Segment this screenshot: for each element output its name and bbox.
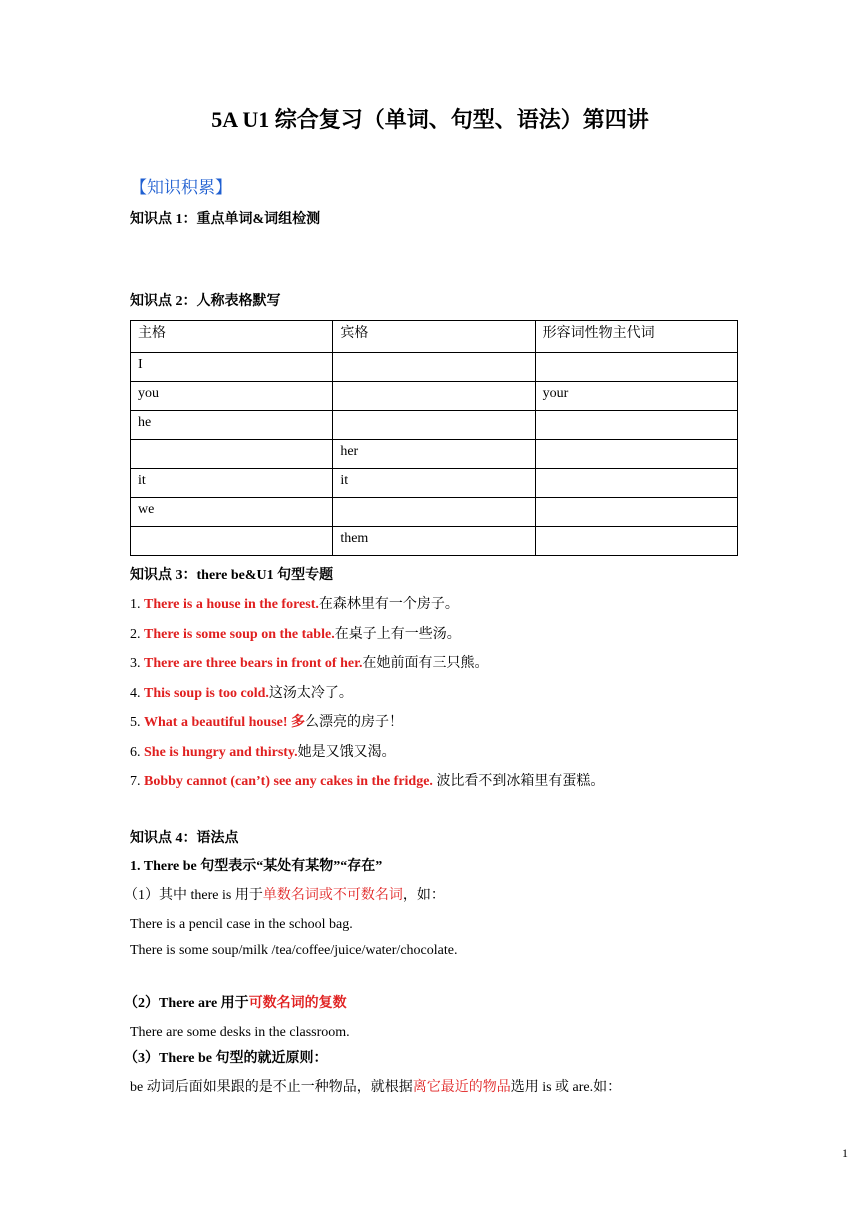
sentence-chinese: 波比看不到冰箱里有蛋糕。	[432, 774, 605, 789]
table-cell	[131, 440, 333, 469]
table-cell	[535, 353, 737, 382]
table-header-cell: 宾格	[333, 321, 535, 353]
sentence-number: 6.	[130, 745, 144, 760]
sentence-english: This soup is too cold.	[144, 686, 269, 701]
sentence-chinese: 在森林里有一个房子。	[318, 597, 459, 612]
rule-text: （1）其中 there is 用于	[124, 888, 263, 903]
sentence-chinese: 么漂亮的房子！	[305, 715, 404, 730]
table-cell	[535, 527, 737, 556]
sentence-item	[130, 772, 604, 792]
sentence-item	[130, 595, 459, 615]
section-label: 【知识积累】	[130, 178, 232, 197]
sentence-item	[130, 713, 403, 733]
knowledge-point-1-heading: 知识点 1：重点单词&词组检测	[130, 212, 321, 227]
sentence-number: 3.	[130, 656, 144, 671]
table-row	[131, 353, 738, 382]
rule-text: be 动词后面如果跟的是不止一种物品，就根据	[130, 1080, 413, 1095]
sentence-item	[130, 684, 353, 704]
sentence-item	[130, 625, 461, 645]
table-cell: it	[333, 469, 535, 498]
table-header-row	[131, 321, 738, 353]
rule-text: 选用 is 或 are.如：	[510, 1080, 622, 1095]
sentence-number: 4.	[130, 686, 144, 701]
table-cell	[333, 498, 535, 527]
knowledge-point-3-heading: 知识点 3：there be&U1 句型专题	[130, 568, 334, 583]
table-cell	[131, 527, 333, 556]
table-cell	[333, 382, 535, 411]
sentence-chinese: 这汤太冷了。	[268, 686, 353, 701]
example-sentence: There is a pencil case in the school bag.	[130, 917, 353, 932]
table-cell: we	[131, 498, 333, 527]
knowledge-point-4-heading: 知识点 4：语法点	[130, 831, 239, 846]
knowledge-point-2-heading: 知识点 2：人称表格默写	[130, 294, 281, 309]
sentence-item	[130, 654, 489, 674]
sentence-chinese: 在桌子上有一些汤。	[334, 627, 461, 642]
table-header-cell: 主格	[131, 321, 333, 353]
sentence-number: 1.	[130, 597, 144, 612]
example-sentence: There are some desks in the classroom.	[130, 1025, 350, 1040]
sentence-chinese: 在她前面有三只熊。	[362, 656, 489, 671]
sentence-number: 2.	[130, 627, 144, 642]
sentence-english: There is a house in the forest.	[144, 597, 319, 612]
sentence-number: 7.	[130, 774, 144, 789]
sentence-english: Bobby cannot (can’t) see any cakes in the fridge.	[144, 774, 433, 789]
table-row	[131, 498, 738, 527]
table-cell	[333, 353, 535, 382]
rule-highlight: 离它最近的物品	[412, 1080, 511, 1095]
sentence-item	[130, 743, 396, 763]
table-header-cell: 形容词性物主代词	[535, 321, 737, 353]
table-cell: them	[333, 527, 535, 556]
grammar-point-3-title: （3）There be 句型的就近原则：	[124, 1051, 328, 1066]
table-row	[131, 411, 738, 440]
sentence-number: 5.	[130, 715, 144, 730]
table-cell	[535, 498, 737, 527]
table-row	[131, 527, 738, 556]
table-cell: it	[131, 469, 333, 498]
sentence-chinese: 她是又饿又渴。	[297, 745, 396, 760]
rule-highlight: 可数名词的复数	[248, 996, 347, 1011]
page-number: 1	[842, 1146, 848, 1160]
sentence-english: She is hungry and thirsty.	[144, 745, 298, 760]
rule-highlight: 单数名词或不可数名词	[262, 888, 403, 903]
table-cell: I	[131, 353, 333, 382]
rule-text: （2）There are 用于	[124, 996, 249, 1011]
table-cell: her	[333, 440, 535, 469]
table-row	[131, 382, 738, 411]
table-cell	[333, 411, 535, 440]
table-cell	[535, 411, 737, 440]
table-row	[131, 469, 738, 498]
table-cell	[535, 440, 737, 469]
grammar-point-1-title: 1. There be 句型表示“某处有某物”“存在”	[130, 859, 383, 874]
example-sentence: There is some soup/milk /tea/coffee/juice/water/chocolate.	[130, 943, 458, 958]
pronoun-table	[130, 320, 738, 556]
table-cell: your	[535, 382, 737, 411]
sentence-english: What a beautiful house! 多	[144, 715, 306, 730]
grammar-point-2-title	[124, 994, 347, 1014]
sentence-english: There is some soup on the table.	[144, 627, 335, 642]
table-cell	[535, 469, 737, 498]
rule-text: ，如：	[402, 888, 445, 903]
table-cell: you	[131, 382, 333, 411]
sentence-english: There are three bears in front of her.	[144, 656, 363, 671]
page-title: 5A U1 综合复习（单词、句型、语法）第四讲	[211, 107, 649, 132]
table-row	[131, 440, 738, 469]
table-cell: he	[131, 411, 333, 440]
grammar-point-1-rule	[124, 886, 445, 906]
grammar-point-3-rule	[130, 1078, 621, 1098]
